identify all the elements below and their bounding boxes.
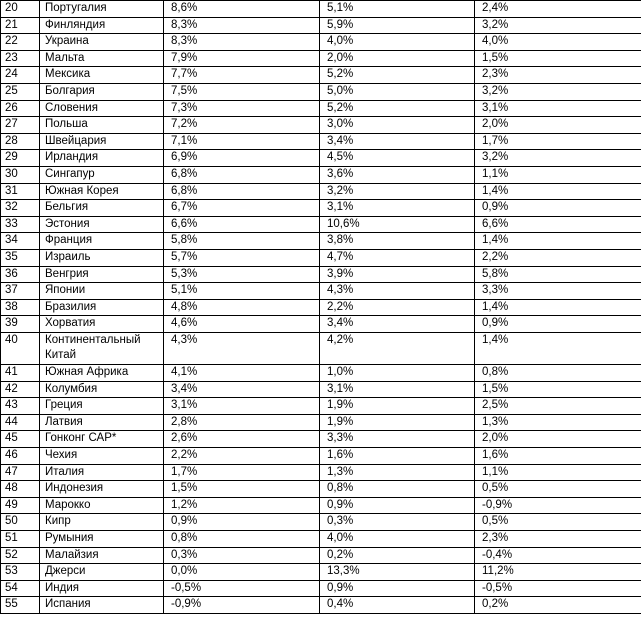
value-1-cell: 0,3% (164, 547, 320, 564)
table-row (1, 17, 641, 34)
country-cell: Сингапур (40, 166, 164, 183)
value-1-cell: 2,8% (164, 414, 320, 431)
table-row (1, 580, 641, 597)
value-3-cell: 2,4% (475, 1, 641, 18)
rank-cell: 50 (1, 514, 40, 531)
country-cell: Польша (40, 117, 164, 134)
rank-cell: 29 (1, 150, 40, 167)
value-1-cell: 6,9% (164, 150, 320, 167)
value-2-cell: 1,3% (320, 464, 475, 481)
table-row (1, 166, 641, 183)
rank-cell: 44 (1, 414, 40, 431)
value-2-cell: 3,2% (320, 183, 475, 200)
table-row (1, 464, 641, 481)
country-cell: Румыния (40, 531, 164, 548)
country-cell: Финляндия (40, 17, 164, 34)
value-3-cell: 1,7% (475, 133, 641, 150)
value-2-cell: 13,3% (320, 564, 475, 581)
table-row (1, 117, 641, 134)
country-cell: Колумбия (40, 381, 164, 398)
rank-cell: 21 (1, 17, 40, 34)
country-cell: Израиль (40, 249, 164, 266)
value-2-cell: 5,2% (320, 100, 475, 117)
rank-cell: 46 (1, 448, 40, 465)
table-row (1, 216, 641, 233)
value-3-cell: 0,2% (475, 597, 641, 614)
country-cell: Индия (40, 580, 164, 597)
value-1-cell: 8,6% (164, 1, 320, 18)
value-2-cell: 2,0% (320, 50, 475, 67)
value-3-cell: 0,5% (475, 514, 641, 531)
value-1-cell: 4,6% (164, 316, 320, 333)
value-2-cell: 5,2% (320, 67, 475, 84)
table-row (1, 398, 641, 415)
value-2-cell: 4,5% (320, 150, 475, 167)
rank-cell: 24 (1, 67, 40, 84)
rank-cell: 38 (1, 299, 40, 316)
value-1-cell: 7,9% (164, 50, 320, 67)
country-cell: Болгария (40, 83, 164, 100)
table-row (1, 83, 641, 100)
country-cell: Мексика (40, 67, 164, 84)
table-row (1, 332, 641, 364)
value-2-cell: 0,2% (320, 547, 475, 564)
country-cell: Греция (40, 398, 164, 415)
value-3-cell: 3,2% (475, 83, 641, 100)
value-1-cell: 5,3% (164, 266, 320, 283)
value-1-cell: 7,7% (164, 67, 320, 84)
table-row (1, 481, 641, 498)
value-1-cell: -0,9% (164, 597, 320, 614)
country-cell: Марокко (40, 497, 164, 514)
value-2-cell: 4,0% (320, 531, 475, 548)
rank-cell: 47 (1, 464, 40, 481)
rank-cell: 27 (1, 117, 40, 134)
country-cell: Швейцария (40, 133, 164, 150)
value-3-cell: 3,1% (475, 100, 641, 117)
country-cell: Латвия (40, 414, 164, 431)
country-cell: Кипр (40, 514, 164, 531)
table-row (1, 100, 641, 117)
rank-cell: 31 (1, 183, 40, 200)
rank-cell: 43 (1, 398, 40, 415)
table-row (1, 67, 641, 84)
value-1-cell: 6,8% (164, 166, 320, 183)
value-3-cell: 5,8% (475, 266, 641, 283)
value-2-cell: 4,7% (320, 249, 475, 266)
country-cell: Южная Корея (40, 183, 164, 200)
value-3-cell: 3,2% (475, 150, 641, 167)
country-cell: Континентальный Китай (40, 332, 164, 364)
table-row (1, 497, 641, 514)
country-cell: Гонконг САР* (40, 431, 164, 448)
table-row (1, 133, 641, 150)
value-3-cell: 0,9% (475, 316, 641, 333)
rank-cell: 52 (1, 547, 40, 564)
value-1-cell: 4,3% (164, 332, 320, 364)
value-2-cell: 10,6% (320, 216, 475, 233)
rank-cell: 36 (1, 266, 40, 283)
rank-cell: 41 (1, 365, 40, 382)
value-1-cell: 2,2% (164, 448, 320, 465)
country-cell: Бельгия (40, 200, 164, 217)
value-2-cell: 1,0% (320, 365, 475, 382)
rank-cell: 35 (1, 249, 40, 266)
value-3-cell: 1,6% (475, 448, 641, 465)
rank-cell: 22 (1, 34, 40, 51)
table-row (1, 283, 641, 300)
value-3-cell: 1,3% (475, 414, 641, 431)
country-cell: Эстония (40, 216, 164, 233)
value-2-cell: 0,3% (320, 514, 475, 531)
value-2-cell: 3,9% (320, 266, 475, 283)
value-3-cell: 2,2% (475, 249, 641, 266)
table-row (1, 514, 641, 531)
value-3-cell: 2,0% (475, 431, 641, 448)
value-1-cell: 1,2% (164, 497, 320, 514)
table-row (1, 316, 641, 333)
rank-cell: 37 (1, 283, 40, 300)
country-cell: Мальта (40, 50, 164, 67)
value-3-cell: 1,5% (475, 381, 641, 398)
value-2-cell: 5,0% (320, 83, 475, 100)
value-2-cell: 0,9% (320, 580, 475, 597)
value-1-cell: 6,6% (164, 216, 320, 233)
table-body (1, 1, 641, 614)
value-2-cell: 2,2% (320, 299, 475, 316)
value-3-cell: -0,4% (475, 547, 641, 564)
value-1-cell: 4,8% (164, 299, 320, 316)
table-row (1, 266, 641, 283)
value-3-cell: 11,2% (475, 564, 641, 581)
table-row (1, 365, 641, 382)
country-cell: Южная Африка (40, 365, 164, 382)
value-3-cell: 1,4% (475, 299, 641, 316)
table-row (1, 431, 641, 448)
value-3-cell: 3,3% (475, 283, 641, 300)
table-row (1, 299, 641, 316)
value-3-cell: 1,4% (475, 183, 641, 200)
table-row (1, 547, 641, 564)
value-2-cell: 0,9% (320, 497, 475, 514)
rank-cell: 28 (1, 133, 40, 150)
value-1-cell: 7,3% (164, 100, 320, 117)
country-cell: Франция (40, 233, 164, 250)
value-2-cell: 4,0% (320, 34, 475, 51)
country-cell: Словения (40, 100, 164, 117)
rank-cell: 55 (1, 597, 40, 614)
country-cell: Украина (40, 34, 164, 51)
country-cell: Японии (40, 283, 164, 300)
value-2-cell: 1,9% (320, 398, 475, 415)
table-row (1, 531, 641, 548)
value-1-cell: 8,3% (164, 17, 320, 34)
value-1-cell: 1,5% (164, 481, 320, 498)
value-2-cell: 5,1% (320, 1, 475, 18)
rank-cell: 51 (1, 531, 40, 548)
value-1-cell: 1,7% (164, 464, 320, 481)
value-3-cell: 6,6% (475, 216, 641, 233)
table-row (1, 414, 641, 431)
value-2-cell: 5,9% (320, 17, 475, 34)
rank-cell: 20 (1, 1, 40, 18)
table-row (1, 564, 641, 581)
value-3-cell: 2,0% (475, 117, 641, 134)
country-cell: Малайзия (40, 547, 164, 564)
rank-cell: 39 (1, 316, 40, 333)
rank-cell: 42 (1, 381, 40, 398)
value-2-cell: 3,1% (320, 200, 475, 217)
rank-cell: 30 (1, 166, 40, 183)
country-cell: Испания (40, 597, 164, 614)
value-2-cell: 4,3% (320, 283, 475, 300)
table-row (1, 183, 641, 200)
country-cell: Португалия (40, 1, 164, 18)
value-2-cell: 3,1% (320, 381, 475, 398)
value-2-cell: 0,4% (320, 597, 475, 614)
table-row (1, 200, 641, 217)
value-3-cell: -0,9% (475, 497, 641, 514)
rank-cell: 53 (1, 564, 40, 581)
rank-cell: 25 (1, 83, 40, 100)
value-1-cell: 7,5% (164, 83, 320, 100)
table-row (1, 34, 641, 51)
value-2-cell: 0,8% (320, 481, 475, 498)
value-3-cell: 0,9% (475, 200, 641, 217)
value-1-cell: 6,7% (164, 200, 320, 217)
value-1-cell: -0,5% (164, 580, 320, 597)
table-row (1, 150, 641, 167)
country-cell: Хорватия (40, 316, 164, 333)
value-2-cell: 1,6% (320, 448, 475, 465)
value-1-cell: 3,1% (164, 398, 320, 415)
value-1-cell: 7,2% (164, 117, 320, 134)
value-2-cell: 3,4% (320, 316, 475, 333)
value-3-cell: 2,5% (475, 398, 641, 415)
value-3-cell: 4,0% (475, 34, 641, 51)
rank-cell: 49 (1, 497, 40, 514)
country-cell: Бразилия (40, 299, 164, 316)
value-3-cell: 0,8% (475, 365, 641, 382)
value-2-cell: 3,4% (320, 133, 475, 150)
value-2-cell: 3,8% (320, 233, 475, 250)
value-3-cell: 1,1% (475, 464, 641, 481)
country-cell: Венгрия (40, 266, 164, 283)
value-3-cell: 2,3% (475, 67, 641, 84)
rank-cell: 48 (1, 481, 40, 498)
value-2-cell: 3,6% (320, 166, 475, 183)
value-1-cell: 0,0% (164, 564, 320, 581)
table-row (1, 249, 641, 266)
country-cell: Джерси (40, 564, 164, 581)
value-1-cell: 5,8% (164, 233, 320, 250)
value-3-cell: 1,5% (475, 50, 641, 67)
country-cell: Индонезия (40, 481, 164, 498)
value-1-cell: 5,7% (164, 249, 320, 266)
value-1-cell: 7,1% (164, 133, 320, 150)
rank-cell: 40 (1, 332, 40, 364)
rank-cell: 33 (1, 216, 40, 233)
value-1-cell: 0,8% (164, 531, 320, 548)
table-row (1, 448, 641, 465)
value-3-cell: -0,5% (475, 580, 641, 597)
table-row (1, 381, 641, 398)
table-row (1, 1, 641, 18)
value-3-cell: 2,3% (475, 531, 641, 548)
country-cell: Италия (40, 464, 164, 481)
value-2-cell: 3,3% (320, 431, 475, 448)
country-cell: Чехия (40, 448, 164, 465)
rank-cell: 54 (1, 580, 40, 597)
table-row (1, 50, 641, 67)
rank-cell: 26 (1, 100, 40, 117)
country-cell: Ирландия (40, 150, 164, 167)
value-1-cell: 5,1% (164, 283, 320, 300)
value-2-cell: 4,2% (320, 332, 475, 364)
value-3-cell: 0,5% (475, 481, 641, 498)
value-2-cell: 1,9% (320, 414, 475, 431)
value-3-cell: 1,4% (475, 233, 641, 250)
rank-cell: 23 (1, 50, 40, 67)
rank-cell: 34 (1, 233, 40, 250)
rank-cell: 32 (1, 200, 40, 217)
value-3-cell: 1,4% (475, 332, 641, 364)
value-1-cell: 6,8% (164, 183, 320, 200)
value-3-cell: 3,2% (475, 17, 641, 34)
value-1-cell: 4,1% (164, 365, 320, 382)
table-row (1, 233, 641, 250)
value-1-cell: 2,6% (164, 431, 320, 448)
table-row (1, 597, 641, 614)
value-2-cell: 3,0% (320, 117, 475, 134)
value-1-cell: 0,9% (164, 514, 320, 531)
value-1-cell: 8,3% (164, 34, 320, 51)
rank-cell: 45 (1, 431, 40, 448)
value-1-cell: 3,4% (164, 381, 320, 398)
value-3-cell: 1,1% (475, 166, 641, 183)
